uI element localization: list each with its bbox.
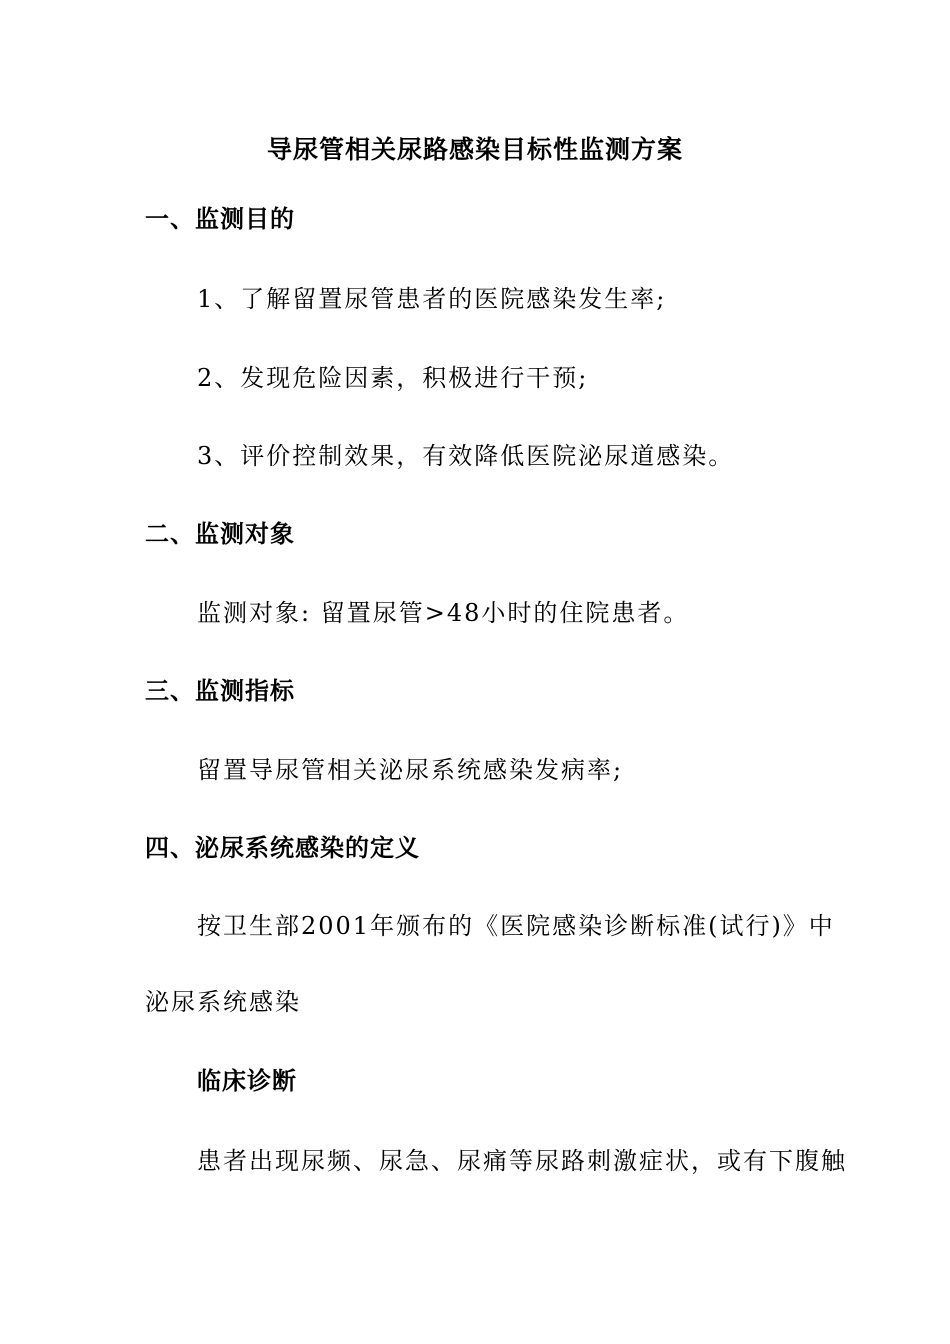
- purpose-item-1: 1、了解留置尿管患者的医院感染发生率;: [197, 285, 667, 313]
- purpose-item-3: 3、评价控制效果，有效降低医院泌尿道感染。: [197, 442, 735, 470]
- section-heading-purpose: 一、监测目的: [145, 205, 295, 233]
- clinical-diagnosis-heading: 临床诊断: [197, 1067, 297, 1095]
- indicators-paragraph: 留置导尿管相关泌尿系统感染发病率;: [197, 756, 624, 784]
- section-heading-subjects: 二、监测对象: [145, 520, 295, 548]
- purpose-item-2: 2、发现危险因素，积极进行干预;: [197, 364, 589, 392]
- section-heading-definition: 四、泌尿系统感染的定义: [145, 834, 420, 862]
- definition-paragraph-line-2: 泌尿系统感染: [145, 988, 301, 1016]
- subjects-paragraph: 监测对象: 留置尿管>48小时的住院患者。: [197, 599, 690, 627]
- document-title: 导尿管相关尿路感染目标性监测方案: [266, 135, 683, 164]
- clinical-diagnosis-paragraph: 患者出现尿频、尿急、尿痛等尿路刺激症状，或有下腹触: [197, 1147, 847, 1175]
- section-heading-indicators: 三、监测指标: [145, 677, 295, 705]
- definition-paragraph-line-1: 按卫生部2001年颁布的《医院感染诊断标准(试行)》中: [197, 912, 835, 940]
